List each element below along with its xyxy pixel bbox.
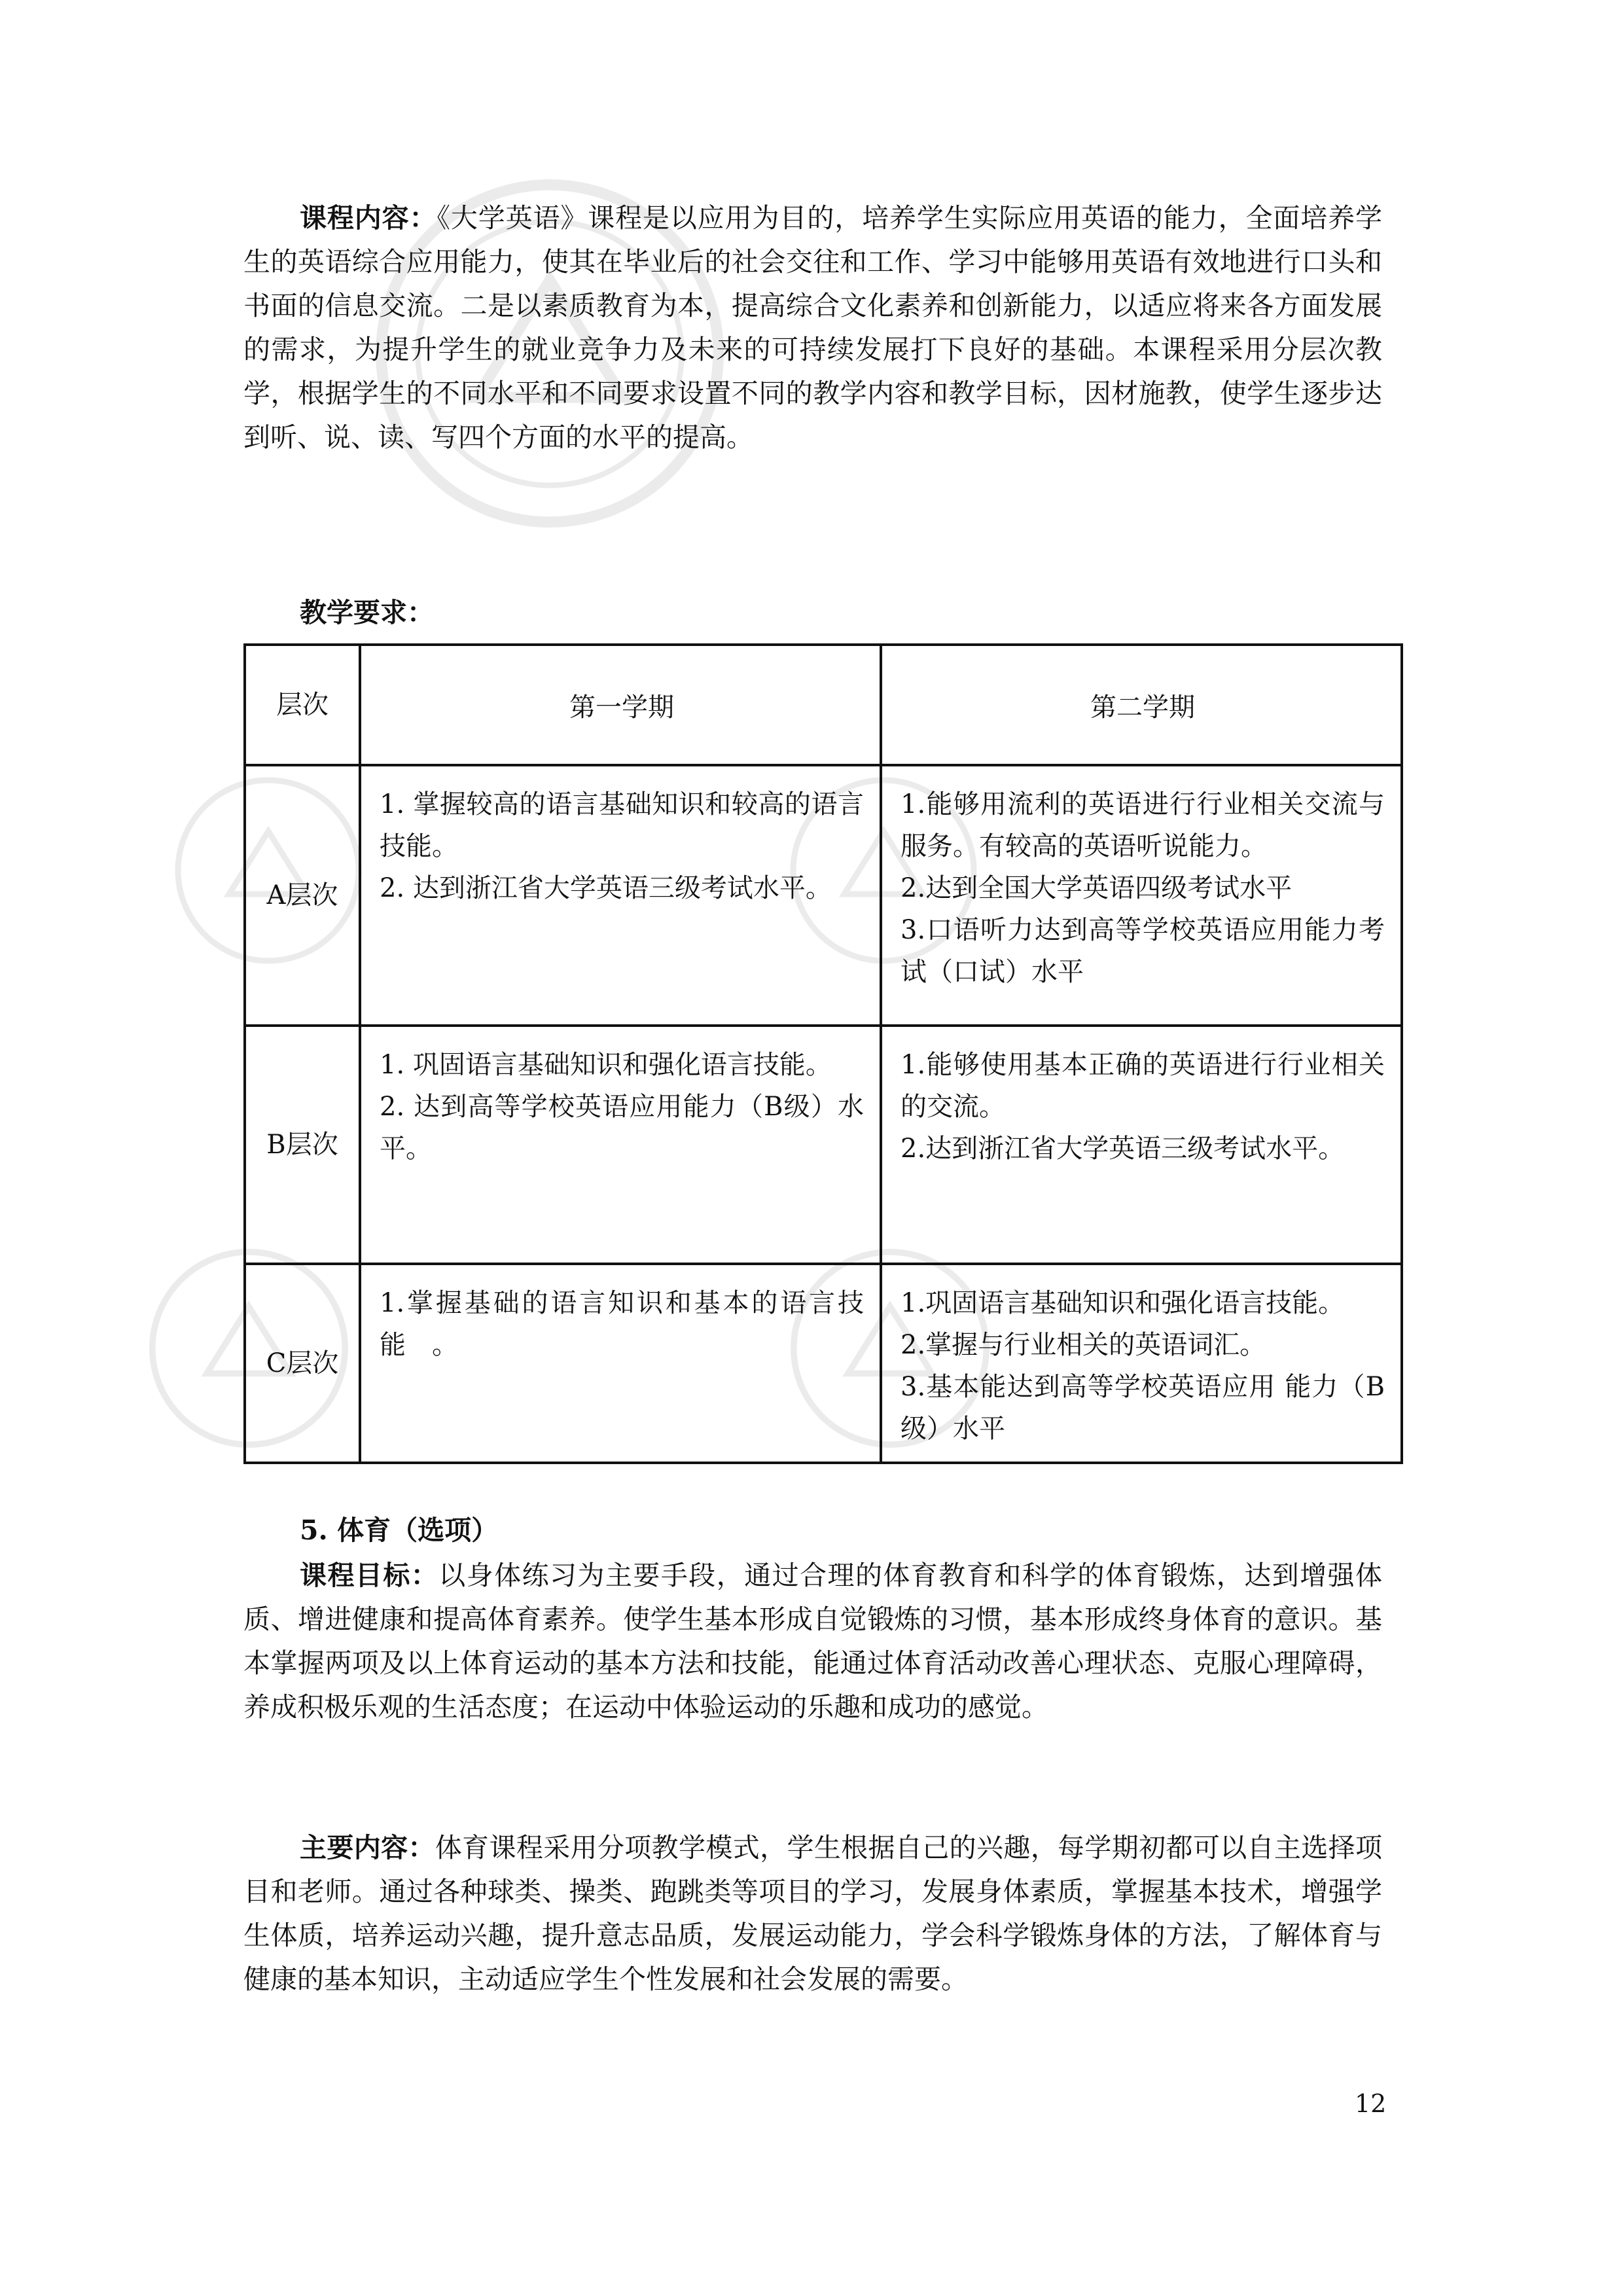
requirement-item: 1.掌握基础的语言知识和基本的语言技能 。 — [380, 1288, 864, 1360]
requirement-item: 2.达到全国大学英语四级考试水平 — [901, 873, 1293, 903]
pe-course-content-paragraph — [243, 1826, 1382, 2001]
requirement-item: 1. 掌握较高的语言基础知识和较高的语言技能。 — [380, 789, 864, 861]
level-cell: A层次 — [245, 765, 360, 1026]
header-level: 层次 — [245, 645, 360, 765]
requirement-item: 3.口语听力达到高等学校英语应用能力考试（口试）水平 — [901, 915, 1385, 987]
table-row — [245, 765, 1402, 1026]
english-course-content-text: 《大学英语》课程是以应用为目的，培养学生实际应用英语的能力，全面培养学生的英语综合应用能力，使其在毕业后的社会交往和工作、学习中能够用英语有效地进行口头和书面的信息交流。二是以素质教育为本，提高综合文化素养和创新能力，以适应将来各方面发展的需求，为提升学生的就业竞争力及未来的可持续发展打下良好的基础。本课程采用分层次教学，根据学生的不同水平和不同要求设置不同的教学内容和教学目标，因材施教，使学生逐步达到听、说、读、写四个方面的水平的提高。 — [243, 202, 1383, 453]
level-cell: C层次 — [245, 1264, 360, 1463]
pe-course-content-text: 体育课程采用分项教学模式，学生根据自己的兴趣，每学期初都可以自主选择项目和老师。通过各种球类、操类、跑跳类等项目的学习，发展身体素质，掌握基本技术，增强学生体质，培养运动兴趣，提升意志品质，发展运动能力，学会科学锻炼身体的方法，了解体育与健康的基本知识，主动适应学生个性发展和社会发展的需要。 — [243, 1832, 1382, 1995]
requirement-item: 2.掌握与行业相关的英语词汇。 — [901, 1330, 1266, 1360]
pe-course-goal-text: 以身体练习为主要手段，通过合理的体育教育和科学的体育锻炼，达到增强体质、增进健康和提高体育素养。使学生基本形成自觉锻炼的习惯，基本形成终身体育的意识。基本掌握两项及以上体育运动的基本方法和技能，能通过体育活动改善心理状态、克服心理障碍，养成积极乐观的生活态度；在运动中体验运动的乐趣和成功的感觉。 — [243, 1560, 1383, 1723]
teaching-requirements-table — [243, 643, 1403, 1464]
pe-course-content-label: 主要内容： — [300, 1832, 435, 1863]
requirement-item: 2. 达到浙江省大学英语三级考试水平。 — [380, 873, 832, 903]
requirement-item: 1.巩固语言基础知识和强化语言技能。 — [901, 1288, 1345, 1318]
page-number: 12 — [1355, 2089, 1387, 2118]
term2-cell — [881, 765, 1402, 1026]
requirement-item: 2.达到浙江省大学英语三级考试水平。 — [901, 1134, 1345, 1164]
pe-course-goal-label: 课程目标： — [300, 1560, 439, 1591]
requirement-item: 1. 巩固语言基础知识和强化语言技能。 — [380, 1050, 832, 1080]
term2-cell — [881, 1264, 1402, 1463]
pe-course-heading: 5. 体育（选项） — [300, 1515, 499, 1546]
requirement-item: 2. 达到高等学校英语应用能力（B级）水平。 — [380, 1092, 864, 1164]
term1-cell — [360, 765, 881, 1026]
table-row — [245, 1264, 1402, 1463]
header-term1: 第一学期 — [360, 645, 881, 765]
header-term2: 第二学期 — [881, 645, 1402, 765]
requirement-item: 1.能够用流利的英语进行行业相关交流与服务。有较高的英语听说能力。 — [901, 789, 1385, 861]
table-row — [245, 1026, 1402, 1264]
term2-cell — [881, 1026, 1402, 1264]
requirement-item: 1.能够使用基本正确的英语进行行业相关的交流。 — [901, 1050, 1385, 1122]
term1-cell — [360, 1264, 881, 1463]
requirement-item: 3.基本能达到高等学校英语应用 能力（B级）水平 — [901, 1372, 1385, 1444]
english-course-content-label: 课程内容： — [300, 202, 437, 234]
table-header-row — [245, 645, 1402, 765]
term1-cell — [360, 1026, 881, 1264]
teaching-requirements-label: 教学要求： — [300, 597, 434, 628]
level-cell: B层次 — [245, 1026, 360, 1264]
pe-course-goal-paragraph — [243, 1554, 1382, 1729]
english-course-content-paragraph — [243, 196, 1382, 459]
